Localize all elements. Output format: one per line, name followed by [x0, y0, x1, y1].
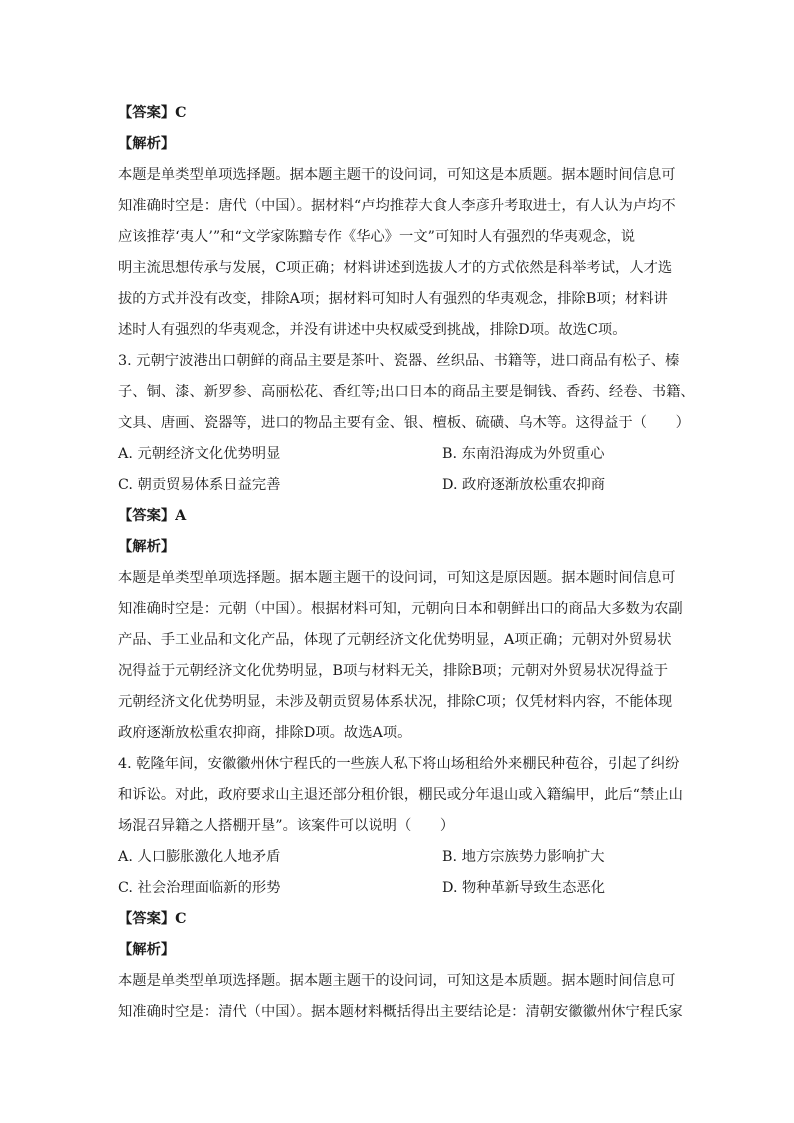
analysis-line: 产品、手工业品和文化产品，体现了元朝经济文化优势明显，A项正确；元朝对外贸易状 [118, 632, 672, 648]
option-c: C. 社会治理面临新的形势 [118, 880, 281, 896]
answer-label: 【答案】A [118, 508, 187, 524]
question-stem-line: 文具、唐画、瓷器等，进口的物品主要有金、银、檀板、硫磺、乌木等。这得益于（ ） [118, 415, 690, 431]
answer-label: 【答案】C [118, 105, 187, 121]
question-stem-line: 4. 乾隆年间，安徽徽州休宁程氏的一些族人私下将山场租给外来棚民种苞谷，引起了纠纷 [118, 756, 680, 772]
analysis-label: 【解析】 [118, 942, 176, 958]
analysis-line: 况得益于元朝经济文化优势明显，B项与材料无关，排除B项；元朝对外贸易状况得益于 [118, 663, 668, 679]
analysis-line: 述时人有强烈的华夷观念，并没有讲述中央权威受到挑战，排除D项。故选C项。 [118, 322, 627, 338]
analysis-line: 明主流思想传承与发展，C项正确；材料讲述到选拔人才的方式依然是科举考试，人才选 [118, 260, 673, 276]
analysis-line: 拔的方式并没有改变，排除A项；据材料可知时人有强烈的华夷观念，排除B项；材料讲 [118, 291, 668, 307]
option-c: C. 朝贡贸易体系日益完善 [118, 477, 281, 493]
question-stem-line: 和诉讼。对此，政府要求山主退还部分租价银，棚民或分年退山或入籍编甲，此后“禁止山 [118, 787, 683, 803]
option-d: D. 物种革新导致生态恶化 [442, 880, 606, 896]
options-row [118, 842, 678, 873]
analysis-line: 本题是单类型单项选择题。据本题主题干的设问词，可知这是本质题。据本题时间信息可 [118, 167, 676, 183]
answer-label: 【答案】C [118, 911, 187, 927]
analysis-line: 应该推荐‘夷人’”和“文学家陈黯专作《华心》一文”可知时人有强烈的华夷观念，说 [118, 229, 636, 245]
option-b: B. 地方宗族势力影响扩大 [442, 849, 605, 865]
question-stem-line: 3. 元朝宁波港出口朝鲜的商品主要是茶叶、瓷器、丝织品、书籍等，进口商品有松子、榛 [118, 353, 680, 369]
analysis-line: 本题是单类型单项选择题。据本题主题干的设问词，可知这是原因题。据本题时间信息可 [118, 570, 676, 586]
analysis-line: 知准确时空是：元朝（中国）。根据材料可知，元朝向日本和朝鲜出口的商品大多数为农副 [118, 601, 683, 617]
analysis-label: 【解析】 [118, 539, 176, 555]
analysis-line: 本题是单类型单项选择题。据本题主题干的设问词，可知这是本质题。据本题时间信息可 [118, 973, 676, 989]
analysis-line: 知准确时空是：唐代（中国）。据材料“卢均推荐大食人李彦升考取进士，有人认为卢均不 [118, 198, 676, 214]
analysis-line: 知准确时空是：清代（中国）。据本题材料概括得出主要结论是：清朝安徽徽州休宁程氏家 [118, 1004, 683, 1020]
options-row [118, 470, 678, 501]
analysis-line: 政府逐渐放松重农抑商，排除D项。故选A项。 [118, 725, 412, 741]
options-row [118, 873, 678, 904]
analysis-line: 元朝经济文化优势明显，未涉及朝贡贸易体系状况，排除C项；仅凭材料内容，不能体现 [118, 694, 673, 710]
options-row [118, 439, 678, 470]
question-stem-line: 场混召异籍之人搭棚开垦”。该案件可以说明（ ） [118, 818, 455, 834]
option-a: A. 人口膨胀激化人地矛盾 [118, 849, 281, 865]
question-stem-line: 子、铜、漆、新罗参、高丽松花、香红等;出口日本的商品主要是铜钱、香药、经卷、书籍、 [118, 384, 695, 400]
option-d: D. 政府逐渐放松重农抑商 [442, 477, 606, 493]
analysis-label: 【解析】 [118, 136, 176, 152]
option-b: B. 东南沿海成为外贸重心 [442, 446, 605, 462]
option-a: A. 元朝经济文化优势明显 [118, 446, 281, 462]
document-page [118, 98, 695, 1028]
